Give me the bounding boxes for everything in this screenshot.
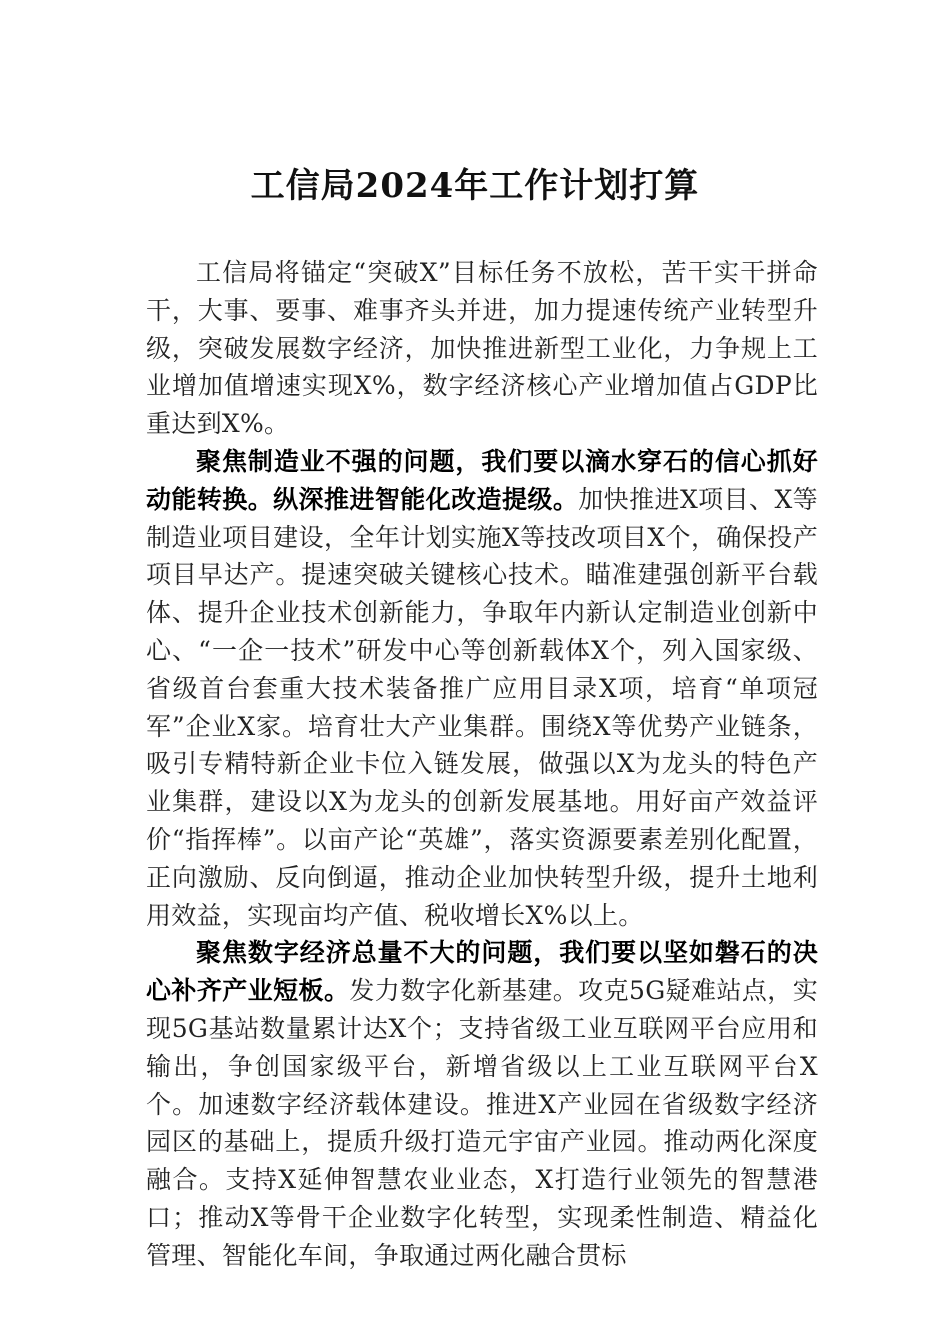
paragraph-lead: 聚焦制造业不强的问题，我们要以滴水穿石的信心抓好动能转换。纵深推进智能化改造提级。 — [146, 446, 818, 514]
paragraph-intro — [146, 254, 818, 443]
document-title: 工信局2024年工作计划打算 — [250, 166, 700, 206]
document-body — [146, 254, 818, 1275]
paragraph-manufacturing — [146, 443, 818, 934]
paragraph-text: 发力数字化新基建。攻克5G疑难站点，实现5G基站数量累计达X个；支持省级工业互联网平台应用和输出，争创国家级平台，新增省级以上工业互联网平台X个。加速数字经济载体建设。推进X产业园在省级数字经济园区的基础上，提质升级打造元宇宙产业园。推动两化深度融合。支持X延伸智慧农业业态，X打造行业领先的智慧港口；推动X等骨干企业数字化转型，实现柔性制造、精益化管理、智能化车间，争取通过两化融合贯标 — [146, 976, 819, 1270]
paragraph-digital-economy — [146, 934, 818, 1274]
paragraph-text: 工信局将锚定“突破X”目标任务不放松，苦干实干拼命干，大事、要事、难事齐头并进，加力提速传统产业转型升级，突破发展数字经济，加快推进新型工业化，力争规上工业增加值增速实现X%，数字经济核心产业增加值占GDP比重达到X%。 — [146, 258, 818, 439]
paragraph-lead: 聚焦数字经济总量不大的问题，我们要以坚如磐石的决心补齐产业短板。 — [146, 938, 818, 1006]
paragraph-text: 加快推进X项目、X等制造业项目建设，全年计划实施X等技改项目X个，确保投产项目早达产。提速突破关键核心技术。瞄准建强创新平台载体、提升企业技术创新能力，争取年内新认定制造业创新中心、“一企一技术”研发中心等创新载体X个，列入国家级、省级首台套重大技术装备推广应用目录X项，培育“单项冠军”企业X家。培育壮大产业集群。围绕X等优势产业链条，吸引专精特新企业卡位入链发展，做强以X为龙头的特色产业集群，建设以X为龙头的创新发展基地。用好亩产效益评价“指挥棒”。以亩产论“英雄”，落实资源要素差别化配置，正向激励、反向倒逼，推动企业加快转型升级，提升土地利用效益，实现亩均产值、税收增长X%以上。 — [146, 484, 818, 930]
